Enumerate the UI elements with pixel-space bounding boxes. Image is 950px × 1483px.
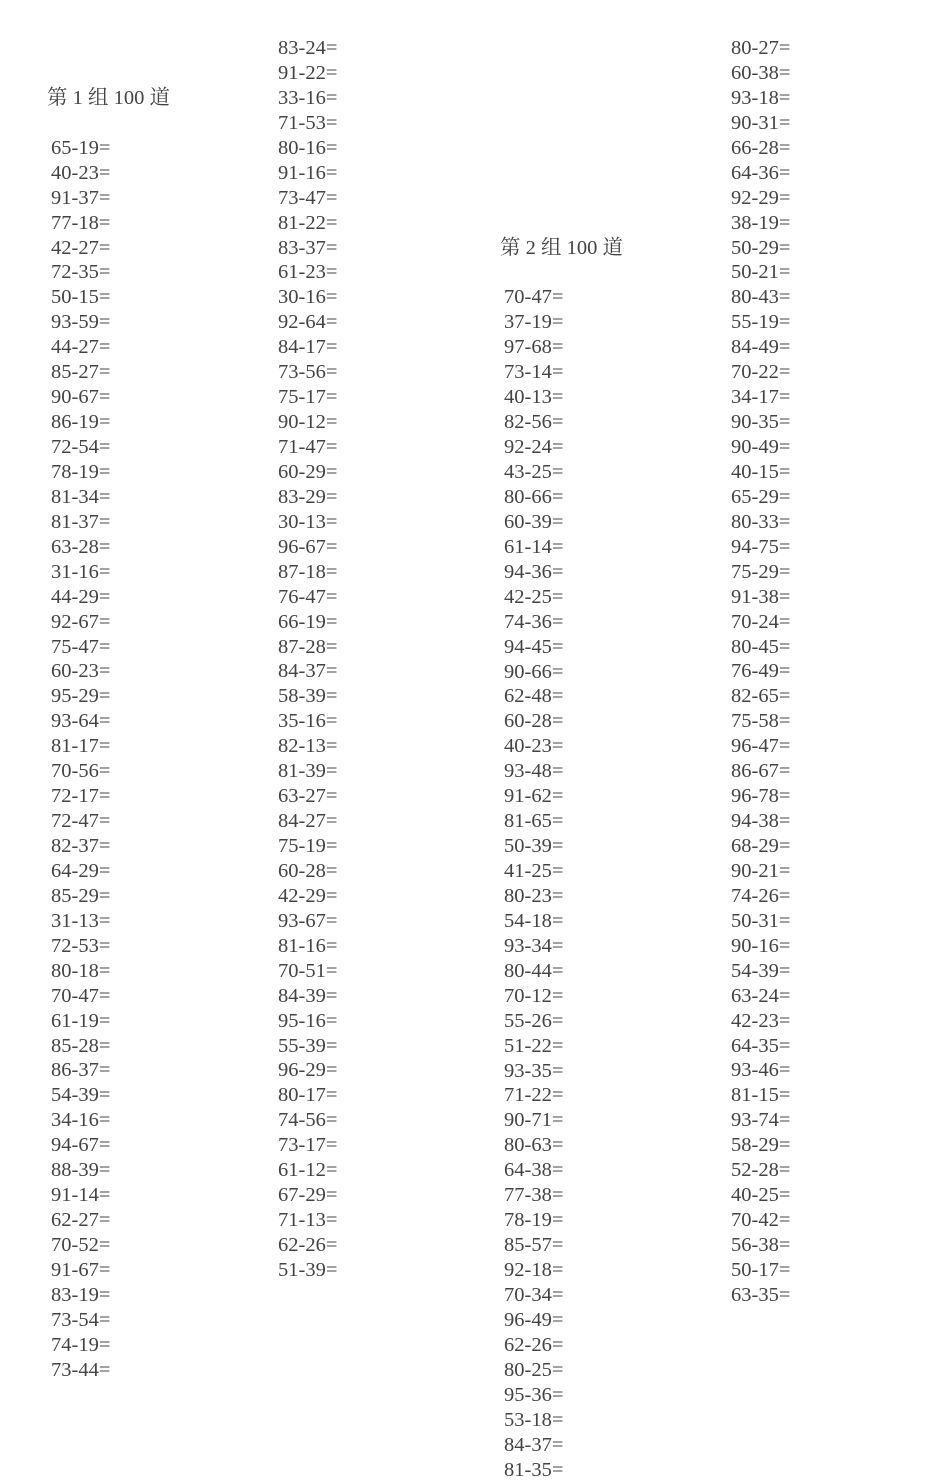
problem-item: 81-16= — [278, 934, 338, 957]
problem-item: 73-17= — [278, 1134, 338, 1157]
problem-item: 52-28= — [731, 1159, 791, 1182]
problem-item: 63-27= — [278, 785, 338, 808]
problem-item: 81-35= — [504, 1458, 564, 1481]
problem-item: 40-23= — [504, 735, 564, 758]
problem-item: 93-18= — [731, 86, 791, 109]
problem-item: 90-71= — [504, 1109, 564, 1132]
problem-item: 75-29= — [731, 560, 791, 583]
problem-item: 94-36= — [504, 560, 564, 583]
problem-item: 82-65= — [731, 685, 791, 708]
problem-item: 84-39= — [278, 984, 338, 1007]
problem-item: 94-75= — [731, 535, 791, 558]
problem-item: 42-29= — [278, 884, 338, 907]
problem-item: 30-16= — [278, 286, 338, 309]
problem-item: 91-16= — [278, 161, 338, 184]
problem-item: 80-17= — [278, 1084, 338, 1107]
problem-item: 81-22= — [278, 211, 338, 234]
problem-item: 81-39= — [278, 760, 338, 783]
problem-item: 40-13= — [504, 386, 564, 409]
problem-item: 81-17= — [51, 735, 111, 758]
problem-item: 50-21= — [731, 261, 791, 284]
problem-item: 84-37= — [278, 660, 338, 683]
problem-item: 67-29= — [278, 1184, 338, 1207]
problem-item: 61-19= — [51, 1009, 111, 1032]
problem-item: 64-38= — [504, 1159, 564, 1182]
problem-item: 60-29= — [278, 460, 338, 483]
problem-item: 70-22= — [731, 361, 791, 384]
problem-item: 70-42= — [731, 1209, 791, 1232]
problem-item: 56-38= — [731, 1234, 791, 1256]
problem-item: 75-17= — [278, 386, 338, 409]
problem-item: 75-58= — [731, 710, 791, 733]
problem-item: 90-21= — [731, 859, 791, 882]
problem-item: 53-18= — [504, 1408, 564, 1431]
problem-item: 90-49= — [731, 436, 791, 458]
problem-item: 93-74= — [731, 1109, 791, 1132]
problem-item: 44-27= — [51, 336, 111, 359]
problem-item: 92-18= — [504, 1259, 564, 1282]
problem-item: 94-67= — [51, 1134, 111, 1157]
problem-item: 90-16= — [731, 934, 791, 957]
problem-item: 97-68= — [504, 336, 564, 359]
problem-item: 70-47= — [51, 984, 111, 1007]
problem-item: 91-14= — [51, 1184, 111, 1207]
problem-item: 43-25= — [504, 461, 564, 484]
problem-item: 91-62= — [504, 785, 564, 808]
problem-item: 80-23= — [504, 884, 564, 907]
problem-item: 54-18= — [504, 909, 564, 932]
problem-item: 58-29= — [731, 1134, 791, 1157]
problem-item: 50-15= — [51, 286, 111, 309]
problem-item: 73-44= — [51, 1358, 111, 1381]
problem-item: 65-29= — [731, 485, 791, 508]
problem-item: 74-56= — [278, 1109, 338, 1132]
problem-item: 81-15= — [731, 1084, 791, 1107]
problem-item: 66-19= — [278, 610, 338, 633]
problem-item: 84-37= — [504, 1433, 564, 1456]
problem-item: 34-17= — [731, 386, 791, 409]
problem-item: 71-13= — [278, 1209, 338, 1232]
problem-item: 75-19= — [278, 835, 338, 857]
problem-item: 85-29= — [51, 884, 111, 907]
problem-item: 96-47= — [731, 735, 791, 758]
problem-item: 62-26= — [278, 1234, 338, 1256]
problem-item: 83-19= — [51, 1283, 111, 1306]
problem-item: 72-35= — [51, 261, 111, 284]
problem-item: 87-28= — [278, 635, 338, 658]
problem-item: 70-51= — [278, 959, 338, 982]
problem-item: 80-66= — [504, 485, 564, 508]
problem-item: 75-47= — [51, 635, 111, 658]
problem-item: 76-49= — [731, 660, 791, 683]
problem-item: 83-37= — [278, 236, 338, 259]
problem-item: 54-39= — [51, 1084, 111, 1107]
problem-item: 80-16= — [278, 136, 338, 159]
problem-item: 50-39= — [504, 835, 564, 858]
problem-item: 64-36= — [731, 161, 791, 184]
problem-item: 34-16= — [51, 1109, 111, 1132]
problem-item: 51-22= — [504, 1034, 564, 1057]
problem-item: 76-47= — [278, 585, 338, 608]
problem-item: 85-28= — [51, 1034, 111, 1057]
problem-item: 93-46= — [731, 1059, 791, 1082]
problem-item: 85-57= — [504, 1234, 564, 1257]
problem-item: 55-26= — [504, 1009, 564, 1032]
problem-item: 55-39= — [278, 1034, 338, 1057]
problem-item: 72-17= — [51, 785, 111, 808]
problem-item: 81-34= — [51, 485, 111, 508]
problem-item: 82-37= — [51, 835, 111, 858]
problem-item: 96-67= — [278, 535, 338, 558]
problem-item: 68-29= — [731, 835, 791, 857]
problem-item: 38-19= — [731, 211, 791, 234]
problem-item: 62-27= — [51, 1209, 111, 1232]
problem-item: 62-48= — [504, 685, 564, 708]
problem-item: 61-12= — [278, 1159, 338, 1182]
problem-item: 80-63= — [504, 1134, 564, 1157]
problem-item: 73-54= — [51, 1308, 111, 1331]
problem-item: 30-13= — [278, 510, 338, 533]
problem-item: 61-23= — [278, 261, 338, 284]
problem-item: 86-37= — [51, 1059, 111, 1082]
problem-item: 42-27= — [51, 236, 111, 259]
problem-item: 86-67= — [731, 760, 791, 783]
problem-item: 82-13= — [278, 735, 338, 758]
problem-item: 91-22= — [278, 61, 338, 84]
problem-item: 83-29= — [278, 485, 338, 508]
problem-item: 70-56= — [51, 760, 111, 783]
problem-item: 70-24= — [731, 610, 791, 633]
problem-item: 42-25= — [504, 585, 564, 608]
problem-item: 64-35= — [731, 1034, 791, 1057]
group2-column-b — [731, 36, 790, 1308]
problem-item: 84-27= — [278, 810, 338, 833]
problem-item: 88-39= — [51, 1159, 111, 1182]
problem-item: 44-29= — [51, 585, 111, 608]
problem-item: 60-28= — [504, 710, 564, 733]
problem-item: 80-25= — [504, 1358, 564, 1381]
problem-item: 54-39= — [731, 959, 791, 982]
problem-item: 80-33= — [731, 510, 791, 533]
problem-item: 72-53= — [51, 934, 111, 957]
problem-item: 92-24= — [504, 436, 564, 459]
problem-item: 31-16= — [51, 560, 111, 583]
problem-item: 84-49= — [731, 336, 791, 359]
problem-item: 80-44= — [504, 959, 564, 982]
problem-item: 61-14= — [504, 535, 564, 558]
problem-item: 86-19= — [51, 411, 111, 434]
problem-item: 91-37= — [51, 186, 111, 209]
problem-item: 90-35= — [731, 411, 791, 434]
problem-item: 51-39= — [278, 1258, 338, 1281]
problem-item: 96-78= — [731, 785, 791, 808]
problem-item: 40-15= — [731, 460, 791, 483]
problem-item: 90-66= — [504, 660, 564, 683]
problem-item: 95-16= — [278, 1009, 338, 1032]
group1-title: 第 1 组 100 道 — [47, 86, 170, 109]
problem-item: 70-12= — [504, 984, 564, 1007]
problem-item: 74-36= — [504, 610, 564, 633]
problem-item: 80-18= — [51, 959, 111, 982]
problem-item: 70-34= — [504, 1283, 564, 1306]
group1-column-a — [47, 36, 170, 1383]
problem-item: 95-36= — [504, 1383, 564, 1406]
problem-item: 84-17= — [278, 336, 338, 359]
problem-item: 95-29= — [51, 685, 111, 708]
problem-item: 80-27= — [731, 37, 791, 59]
problem-item: 91-67= — [51, 1258, 111, 1281]
problem-item: 40-23= — [51, 161, 111, 184]
problem-item: 87-18= — [278, 560, 338, 583]
problem-item: 93-35= — [504, 1059, 564, 1082]
problem-item: 71-22= — [504, 1084, 564, 1107]
problem-item: 50-29= — [731, 236, 791, 259]
problem-item: 94-38= — [731, 810, 791, 833]
problem-item: 63-24= — [731, 984, 791, 1007]
group2-column-a — [500, 36, 623, 1482]
group2-title: 第 2 组 100 道 — [500, 236, 623, 259]
problem-item: 58-39= — [278, 685, 338, 708]
problem-item: 42-23= — [731, 1009, 791, 1032]
problem-item: 62-26= — [504, 1333, 564, 1356]
problem-item: 74-26= — [731, 884, 791, 907]
problem-item: 77-38= — [504, 1184, 564, 1207]
problem-item: 90-12= — [278, 411, 338, 434]
problem-item: 65-19= — [51, 136, 111, 159]
blank-line — [500, 86, 623, 111]
problem-item: 33-16= — [278, 86, 338, 109]
problem-item: 73-56= — [278, 361, 338, 384]
problem-item: 83-24= — [278, 37, 338, 59]
problem-item: 81-65= — [504, 810, 564, 833]
problem-item: 60-38= — [731, 61, 791, 84]
problem-item: 31-13= — [51, 909, 111, 932]
problem-item: 92-64= — [278, 311, 338, 334]
problem-item: 93-34= — [504, 934, 564, 957]
problem-item: 50-31= — [731, 909, 791, 932]
problem-item: 64-29= — [51, 859, 111, 882]
problem-item: 72-54= — [51, 436, 111, 459]
problem-item: 93-64= — [51, 710, 111, 733]
problem-item: 63-35= — [731, 1283, 791, 1306]
problem-item: 50-17= — [731, 1258, 791, 1281]
problem-item: 71-53= — [278, 111, 338, 134]
problem-item: 78-19= — [504, 1209, 564, 1232]
problem-item: 92-29= — [731, 186, 791, 209]
problem-item: 80-45= — [731, 635, 791, 658]
problem-item: 37-19= — [504, 311, 564, 334]
problem-item: 92-67= — [51, 610, 111, 633]
problem-item: 93-48= — [504, 760, 564, 783]
problem-item: 90-31= — [731, 111, 791, 134]
problem-item: 74-19= — [51, 1333, 111, 1356]
problem-item: 71-47= — [278, 436, 338, 458]
problem-item: 55-19= — [731, 311, 791, 334]
problem-item: 70-47= — [504, 286, 564, 309]
problem-item: 81-37= — [51, 510, 111, 533]
problem-item: 78-19= — [51, 460, 111, 483]
problem-item: 93-67= — [278, 909, 338, 932]
problem-item: 70-52= — [51, 1234, 111, 1257]
blank-line — [500, 161, 623, 186]
problem-item: 91-38= — [731, 585, 791, 608]
problem-item: 60-28= — [278, 859, 338, 882]
problem-item: 41-25= — [504, 860, 564, 883]
problem-item: 80-43= — [731, 286, 791, 309]
problem-item: 96-49= — [504, 1308, 564, 1331]
problem-item: 35-16= — [278, 710, 338, 733]
problem-item: 93-59= — [51, 311, 111, 334]
problem-item: 90-67= — [51, 386, 111, 409]
problem-item: 40-25= — [731, 1184, 791, 1207]
problem-item: 66-28= — [731, 136, 791, 159]
problem-item: 96-29= — [278, 1059, 338, 1082]
problem-item: 72-47= — [51, 810, 111, 833]
problem-item: 63-28= — [51, 535, 111, 558]
problem-item: 60-39= — [504, 510, 564, 533]
group1-column-b — [278, 36, 337, 1283]
problem-item: 77-18= — [51, 211, 111, 234]
problem-item: 73-14= — [504, 361, 564, 384]
problem-item: 82-56= — [504, 411, 564, 434]
problem-item: 85-27= — [51, 361, 111, 384]
problem-item: 94-45= — [504, 635, 564, 658]
problem-item: 60-23= — [51, 660, 111, 683]
problem-item: 73-47= — [278, 186, 338, 209]
